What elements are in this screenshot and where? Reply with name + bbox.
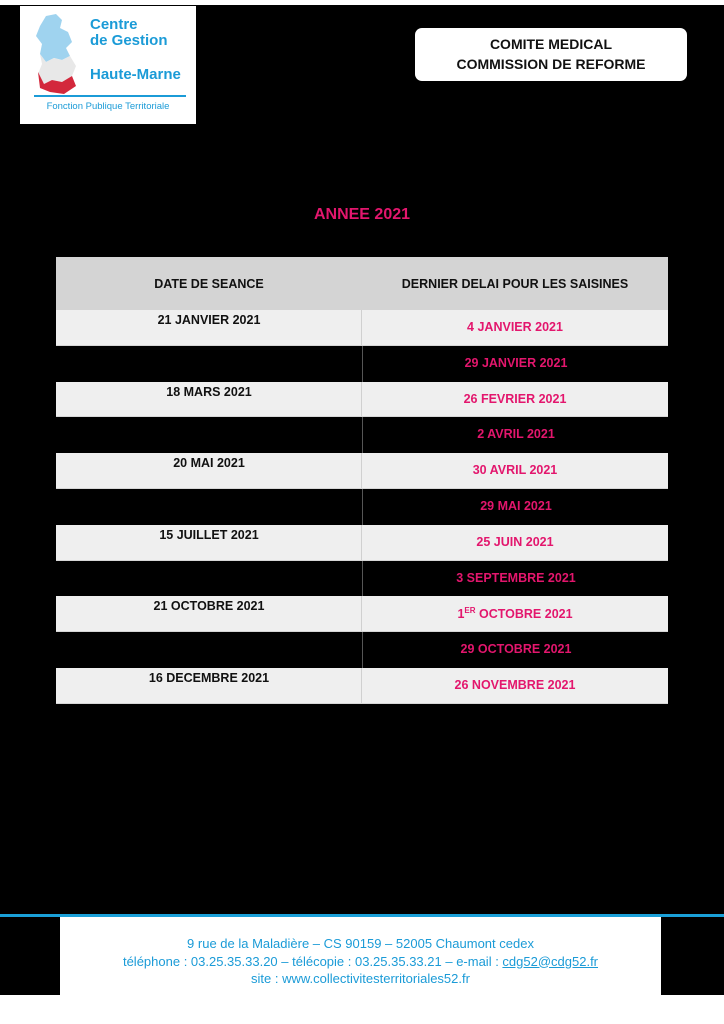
table-row: [56, 561, 668, 597]
seance-date: 15 JUILLET 2021: [159, 527, 259, 542]
seance-date: 20 MAI 2021: [173, 456, 245, 471]
header-title-line2: COMMISSION DE REFORME: [456, 56, 646, 72]
table-header: [56, 257, 668, 310]
delai-date: 30 AVRIL 2021: [472, 463, 558, 478]
delai-date: 29 JANVIER 2021: [464, 355, 568, 370]
logo-line-gestion: de Gestion: [90, 32, 168, 49]
logo-title: [90, 17, 168, 49]
delai-date: 26 FEVRIER 2021: [463, 391, 567, 406]
table-row: [56, 668, 668, 704]
footer-address: 9 rue de la Maladière – CS 90159 – 52005 Chaumont cedex: [187, 936, 534, 951]
footer-divider: [0, 914, 724, 917]
delai-date: 4 JANVIER 2021: [467, 320, 563, 334]
column-header-delai: DERNIER DELAI POUR LES SAISINES: [401, 276, 629, 291]
seance-date: 18 MARS 2021: [166, 384, 252, 399]
column-header-seance: DATE DE SEANCE: [154, 276, 264, 291]
delai-date: [362, 606, 668, 621]
seance-date: 16 DECEMBRE 2021: [148, 670, 270, 685]
schedule-table: [56, 257, 668, 704]
seance-date: 21 JANVIER 2021: [157, 313, 261, 327]
delai-day: 1: [457, 607, 465, 622]
delai-date: 29 OCTOBRE 2021: [460, 642, 572, 657]
delai-ordinal: ER: [464, 606, 476, 616]
footer-margin-left: [0, 917, 60, 995]
table-row: [56, 489, 668, 525]
footer: [60, 935, 661, 988]
table-row: [56, 596, 668, 632]
logo: [20, 6, 196, 124]
table-row: [56, 310, 668, 346]
footer-margin-right: [661, 917, 724, 995]
year-title: ANNEE 2021: [313, 206, 411, 223]
footer-phone: téléphone : 03.25.35.33.20 – télécopie : 03.25.35.33.21 – e-mail :: [122, 953, 503, 969]
document-header: [415, 28, 687, 81]
table-row: [56, 346, 668, 382]
footer-email-link[interactable]: cdg52@cdg52.fr: [502, 953, 599, 969]
table-row: [56, 453, 668, 489]
logo-line-centre: Centre: [90, 16, 138, 33]
header-title-line1: COMITE MEDICAL: [489, 36, 613, 52]
footer-contact: [60, 953, 661, 971]
logo-subtitle: Fonction Publique Territoriale: [46, 101, 170, 112]
delai-month-year: OCTOBRE 2021: [475, 607, 573, 622]
logo-line-haute-marne: Haute-Marne: [90, 66, 181, 83]
delai-date: 29 MAI 2021: [480, 498, 552, 513]
delai-date: 26 NOVEMBRE 2021: [454, 677, 576, 692]
delai-date: 3 SEPTEMBRE 2021: [456, 570, 576, 585]
seance-date: 21 OCTOBRE 2021: [153, 599, 265, 614]
haute-marne-map-icon: [32, 14, 80, 94]
table-row: [56, 525, 668, 561]
footer-site[interactable]: site : www.collectivitesterritoriales52.fr: [251, 971, 470, 986]
table-row: [56, 382, 668, 418]
delai-date: 2 AVRIL 2021: [477, 427, 555, 442]
logo-divider: [34, 95, 186, 97]
delai-date: 25 JUIN 2021: [476, 534, 554, 549]
table-row: [56, 417, 668, 453]
table-row: [56, 632, 668, 668]
